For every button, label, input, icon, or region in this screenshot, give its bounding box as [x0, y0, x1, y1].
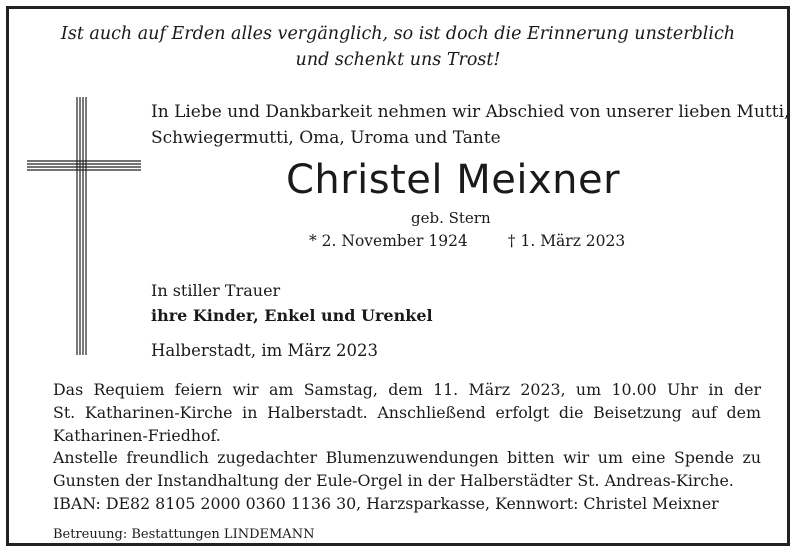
notice-line-3: Katharinen-Friedhof. — [53, 425, 221, 445]
life-dates — [309, 232, 625, 250]
birth-name: geb. Stern — [411, 209, 491, 227]
service-notice — [53, 379, 761, 516]
mourners-names: ihre Kinder, Enkel und Urenkel — [151, 306, 433, 325]
intro-text — [151, 99, 789, 151]
death-date: † 1. März 2023 — [507, 232, 626, 250]
motto — [9, 21, 787, 73]
intro-line-1: In Liebe und Dankbarkeit nehmen wir Abschied von unserer lieben Mutti, — [151, 102, 790, 122]
funeral-home-credit: Betreuung: Bestattungen LINDEMANN — [53, 527, 315, 542]
obituary-frame — [6, 6, 790, 546]
cross-icon — [27, 97, 141, 355]
notice-line-5: Gunsten der Instandhaltung der Eule-Orgel in der Halberstädter St. Andreas-Kirche. — [53, 471, 734, 491]
intro-line-2: Schwiegermutti, Oma, Uroma und Tante — [151, 128, 501, 148]
notice-line-4: Anstelle freundlich zugedachter Blumenzuwendungen bitten wir um eine Spende zu — [53, 448, 761, 468]
motto-line-2: und schenkt uns Trost! — [295, 50, 501, 70]
notice-line-2: St. Katharinen-Kirche in Halberstadt. Anschließend erfolgt die Beisetzung auf dem — [53, 402, 761, 422]
notice-line-6: IBAN: DE82 8105 2000 0360 1136 30, Harzsparkasse, Kennwort: Christel Meixner — [53, 493, 719, 513]
motto-line-1: Ist auch auf Erden alles vergänglich, so ist doch die Erinnerung unsterblich — [60, 24, 736, 44]
place-date: Halberstadt, im März 2023 — [151, 341, 379, 360]
mourning-intro: In stiller Trauer — [151, 281, 281, 300]
notice-line-1: Das Requiem feiern wir am Samstag, dem 11. März 2023, um 10.00 Uhr in der — [53, 380, 761, 399]
birth-date: * 2. November 1924 — [309, 232, 468, 250]
deceased-name: Christel Meixner — [285, 157, 621, 203]
